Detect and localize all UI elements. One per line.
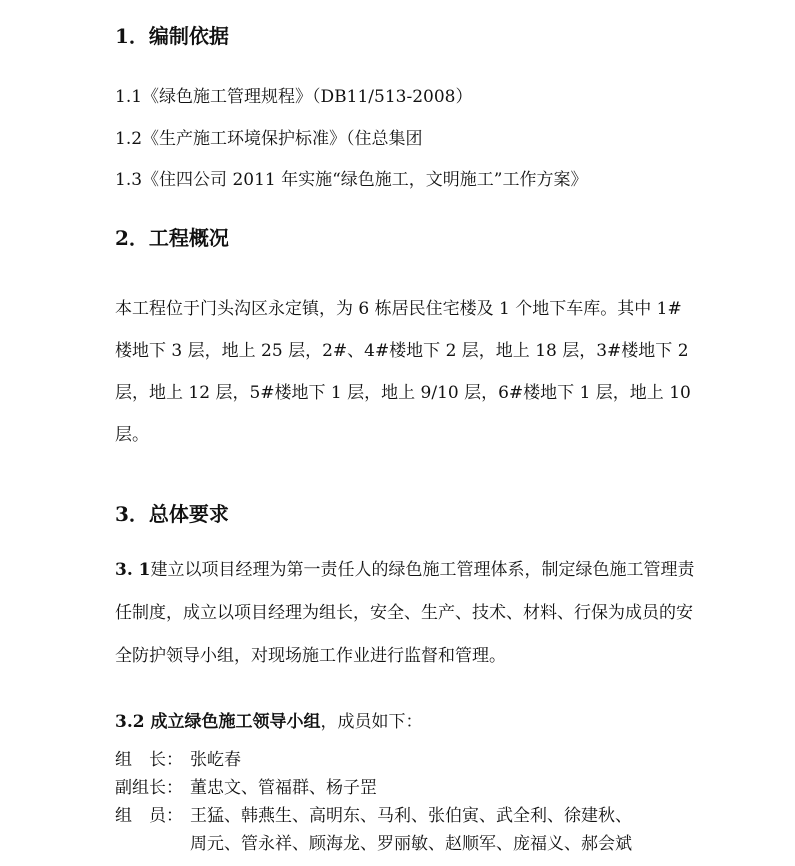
group-row-deputy [115, 774, 632, 802]
section-3-heading: 3．总体要求 [115, 502, 229, 526]
reference-item-3: 1.3《住四公司 2011 年实施“绿色施工，文明施工”工作方案》 [115, 170, 588, 190]
group-row-members [115, 802, 632, 830]
leadership-group-list [115, 746, 632, 858]
group-role-label: 组 员： [115, 806, 183, 826]
group-role-label [115, 830, 190, 858]
group-row-leader [115, 746, 632, 774]
group-members: 王猛、韩燕生、高明东、马利、张伯寅、武全利、徐建秋、 [190, 806, 632, 826]
reference-item-2: 1.2《生产施工环境保护标准》（住总集团 [115, 129, 423, 149]
project-overview-paragraph: 本工程位于门头沟区永定镇，为 6 栋居民住宅楼及 1 个地下车库。其中 1#楼地下 3 层，地上 25 层，2#、4#楼地下 2 层，地上 18 层，3#楼地下 2 层，地上 12 层，5#楼地下 1 层，地上 9/10 层，6#楼地下 1 层，地上 10 层。 [115, 299, 691, 445]
requirement-3-2-heading [115, 707, 423, 732]
requirement-3-2-lead: 3.2 成立绿色施工领导小组 [115, 712, 321, 732]
group-members: 张屹春 [190, 750, 241, 770]
group-role-label: 组 长： [115, 750, 183, 770]
requirement-3-1-text: 建立以项目经理为第一责任人的绿色施工管理体系，制定绿色施工管理责任制度，成立以项目经理为组长，安全、生产、技术、材料、行保为成员的安全防护领导小组，对现场施工作业进行监督和管理。 [115, 560, 695, 666]
section-1-heading: 1．编制依据 [115, 24, 229, 48]
requirement-3-1-paragraph [115, 549, 695, 678]
requirement-3-2-suffix: ，成员如下： [320, 712, 423, 732]
group-row-members-continued [115, 830, 632, 858]
reference-item-1: 1.1《绿色施工管理规程》（DB11/513-2008） [115, 87, 473, 107]
group-members: 周元、管永祥、顾海龙、罗丽敏、赵顺军、庞福义、郝会斌 [190, 834, 632, 854]
group-members: 董忠文、管福群、杨子罡 [190, 778, 377, 798]
group-role-label: 副组长： [115, 778, 183, 798]
section-2-heading: 2．工程概况 [115, 226, 229, 250]
requirement-3-1-number: 3. 1 [115, 560, 151, 580]
